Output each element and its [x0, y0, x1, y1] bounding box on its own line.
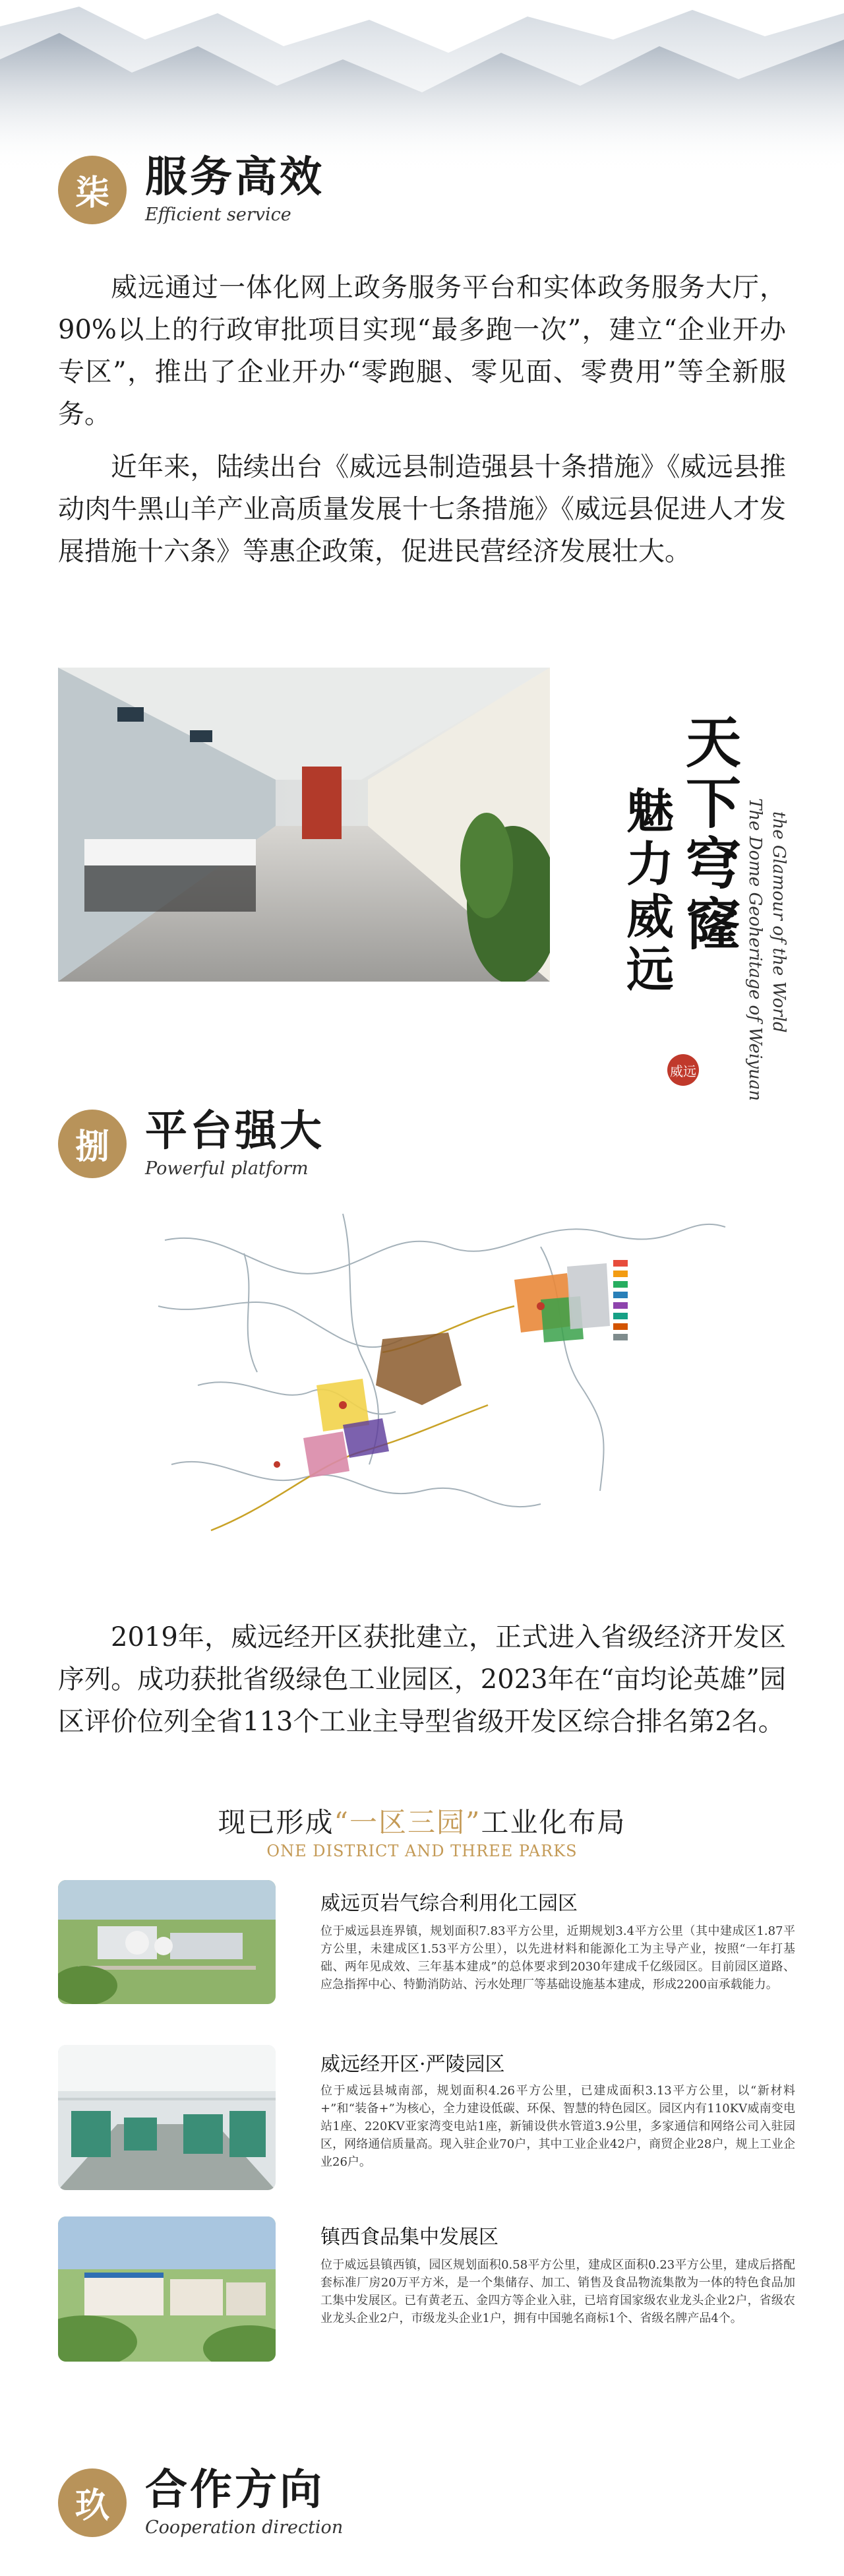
platform-paragraph: 2019年，威远经开区获批建立，正式进入省级经济开发区序列。成功获批省级绿色工业园区，2023年在“亩均论英雄”园区评价位列全省113个工业主导型省级开发区综合排名第2名。 [58, 1622, 786, 1737]
park-description: 位于威远县镇西镇，园区规划面积0.58平方公里，建成区面积0.23平方公里，建成后搭配套标准厂房20万平方米，是一个集储存、加工、销售及食品物流集散为一体的特色食品加工集中发展区。已有黄老五、金四方等企业入驻，已培育国家级农业龙头企业2户，省级农业龙头企业2户，市级龙头企业1户，拥有中国驰名商标1个、省级名牌产品4个。 [320, 2258, 795, 2325]
layout-heading-prefix: 现已形成 [218, 1806, 334, 1838]
park-photo-chemical [58, 1880, 276, 2004]
ink-mountain-header [0, 0, 844, 172]
section-subtitle: Efficient service [145, 204, 291, 226]
layout-heading [0, 1801, 844, 1840]
service-paragraph-1: 威远通过一体化网上政务服务平台和实体政务服务大厅，90%以上的行政审批项目实现“最多跑一次”，建立“企业开办专区”，推出了企业开办“零跑腿、零见面、零费用”等全新服务。 [58, 272, 786, 429]
section-heading-service [58, 154, 324, 225]
section-heading-platform [58, 1108, 324, 1179]
park-layout-map [145, 1187, 738, 1563]
layout-heading-highlight: “一区三园” [334, 1806, 481, 1838]
section-subtitle: Powerful platform [145, 1158, 309, 1179]
park-name: 威远经开区·严陵园区 [320, 2053, 505, 2076]
section-number-badge: 玖 [58, 2468, 127, 2537]
calligraphy-english-1: The Dome Geoheritage of Weiyuan [745, 798, 765, 1101]
park-description: 位于威远县连界镇，规划面积7.83平方公里，近期规划3.4平方公里（其中建成区1.87平方公里，未建成区1.53平方公里），以先进材料和能源化工为主导产业，按照“一年打基础、两年见成效、三年基本建成”的总体要求到2030年建成千亿级园区。目前园区道路、应急指挥中心、特勤消防站、污水处理厂等基础设施基本建成，形成2200亩承载能力。 [320, 1924, 795, 1992]
calligraphy-english-2: the Glamour of the World [769, 811, 789, 1033]
calligraphy-slogan [626, 712, 811, 1108]
section-number-badge: 柒 [58, 156, 127, 224]
section-heading-cooperation [58, 2467, 343, 2538]
calligraphy-line-1: 天下穹窿 [686, 710, 742, 957]
park-photo-food [58, 2216, 276, 2362]
park-name: 镇西食品集中发展区 [320, 2226, 498, 2249]
seal-stamp: 威远 [667, 1054, 699, 1086]
layout-heading-suffix: 工业化布局 [481, 1806, 626, 1838]
section-title: 平台强大 [145, 1106, 324, 1156]
calligraphy-line-2: 魅力威远 [626, 783, 675, 997]
section-title: 合作方向 [145, 2465, 324, 2515]
section-number-badge: 捌 [58, 1110, 127, 1178]
section-title: 服务高效 [145, 152, 324, 202]
section-subtitle: Cooperation direction [145, 2517, 344, 2538]
service-hall-photo [58, 668, 550, 982]
park-description: 位于威远县城南部，规划面积4.26平方公里，已建成面积3.13平方公里，以“新材料+”和“装备+”为核心，全力建设低碳、环保、智慧的特色园区。园区内有110KV威南变电站1座、220KV亚家湾变电站1座，新铺设供水管道3.9公里，多家通信和网络公司入驻园区，网络通信质量高。现入驻企业70户，其中工业企业42户，商贸企业28户，规上工业企业26户。 [320, 2084, 795, 2169]
layout-subheading: ONE DISTRICT AND THREE PARKS [266, 1842, 578, 1860]
service-paragraph-2: 近年来，陆续出台《威远县制造强县十条措施》《威远县推动肉牛黑山羊产业高质量发展十七条措施》《威远县促进人才发展措施十六条》等惠企政策，促进民营经济发展壮大。 [58, 452, 786, 567]
park-photo-yanling [58, 2045, 276, 2190]
park-name: 威远页岩气综合利用化工园区 [320, 1892, 578, 1915]
